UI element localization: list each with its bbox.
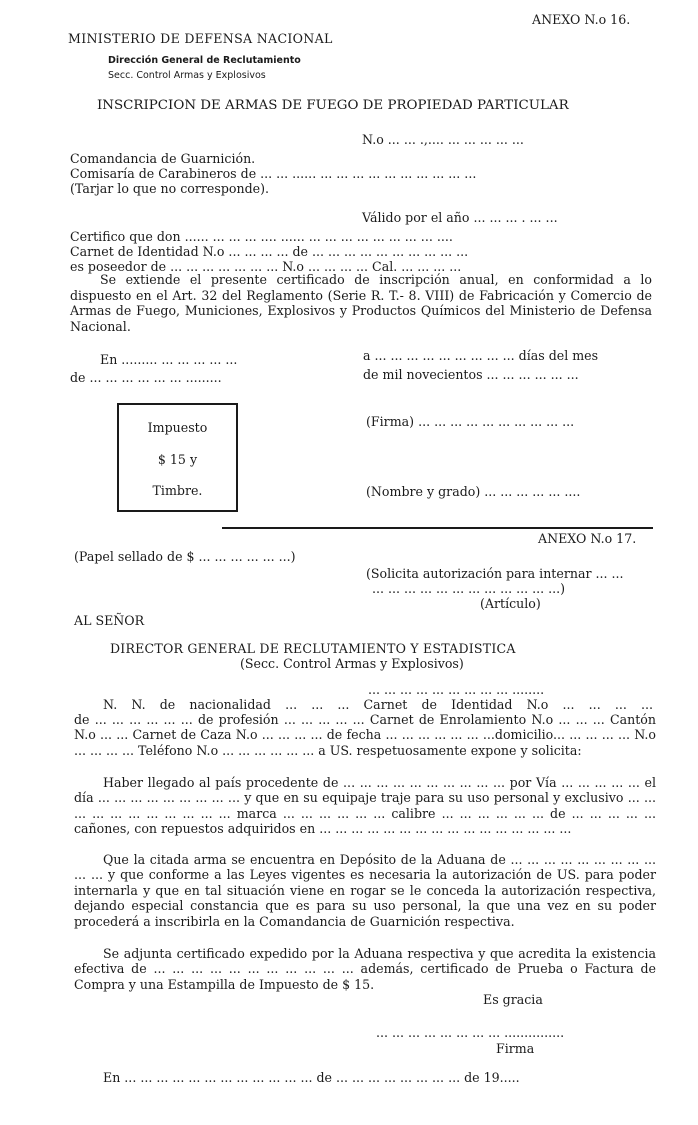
papel-sellado-line: (Papel sellado de $ ... ... ... ... ... ...) (74, 549, 296, 564)
valido-line: Válido por el año ... ... ... . ... ... (362, 210, 558, 225)
signature-line: (Firma) ... ... ... ... ... ... ... ... ... ... (366, 414, 575, 429)
comandancia-line: Comandancia de Guarnición. (70, 151, 256, 166)
es-gracia: Es gracia (483, 992, 543, 1007)
dots-top-line: ... ... ... ... ... ... ... ... ... ........ (368, 682, 545, 697)
form-title: INSCRIPCION DE ARMAS DE FUEGO DE PROPIEDAD PARTICULAR (97, 98, 569, 113)
director-subheading: (Secc. Control Armas y Explosivos) (240, 656, 464, 671)
annex-17-label: ANEXO N.o 17. (538, 531, 637, 546)
signature-dots: ... ... ... ... ... ... ... ... ............... (376, 1025, 565, 1040)
petition-customs: Que la citada arma se encuentra en Depósito de la Aduana de ... ... ... ... ... ... ... ... ... ... ... y que conforme a las Leyes vigentes es necesaria la autorización de US. para poder internarla y que en tal situación viene en rogar se le conceda la autorización respectiva, dejando especial constancia que es para su uso personal, la que una vez en su poder procederá a inscribirla en la Comandancia de Guarnición respectiva. (74, 852, 656, 929)
comisaria-line: Comisaría de Carabineros de ... ... ...... ... ... ... ... ... ... ... ... ... ... (70, 166, 477, 181)
mil-novecientos-line: de mil novecientos ... ... ... ... ... ... (363, 367, 579, 382)
tax-stamp-box (117, 403, 238, 512)
name-grade-line: (Nombre y grado) ... ... ... ... ... .... (366, 484, 581, 499)
petition-attachments: Se adjunta certificado expedido por la Aduana respectiva y que acredita la existencia efectiva de ... ... ... ... ... ... ... ... ... ... ... además, certificado de Prueba o Factura de Compra y una Estampilla de Impuesto de $ 15. (74, 946, 656, 992)
tarjar-note: (Tarjar lo que no corresponde). (70, 181, 270, 196)
timbre-label: Timbre. (152, 483, 203, 498)
solicita-line-2: ... ... ... ... ... ... ... ... ... ... ... ...) (372, 581, 566, 596)
certifico-line: Certifico que don ...... ... ... ... .... ...... ... ... ... ... ... ... ... ... .... (70, 229, 453, 244)
section-divider (222, 527, 653, 529)
articulo-label: (Artículo) (480, 596, 541, 611)
ministry-heading: MINISTERIO DE DEFENSA NACIONAL (68, 31, 333, 46)
annex-16-label: ANEXO N.o 16. (532, 12, 631, 27)
tax-amount: $ 15 y (157, 452, 198, 467)
petition-identity: de ... ... ... ... ... ... de profesión ... ... ... ... ... Carnet de Enrolamiento N.o ... ... ... Cantón N.o ... ... Carnet de Caza N.o ... ... ... ... de fecha ... ... ... ... ... ... ...domicilio... ... ... ... ... N.o ... ... ... ... Teléfono N.o ... ... ... ... ... ... a US. respetuosamente expone y solicita: (74, 712, 656, 758)
closing-date-line: En ... ... ... ... ... ... ... ... ... ... ... ... de ... ... ... ... ... ... ... ... de 19..... (103, 1070, 520, 1085)
tax-label: Impuesto (147, 420, 208, 435)
petition-arrival: Haber llegado al país procedente de ... ... ... ... ... ... ... ... ... ... por Vía ... ... ... ... ... el día ... ... ... ... ... ... ... ... ... y que en su equipaje traje para su uso personal y exclusivo ... ... ... ... ... ... ... ... ... ... ... marca ... ... ... ... ... ... calibre ... ... ... ... ... ... de ... ... ... ... ... cañones, con repuestos adquiridos en ... ... ... ... ... ... ... ... ... ... ... ... ... ... ... ... (74, 775, 656, 837)
number-line: N.o ... ... .,.... ... ... ... ... ... (362, 132, 524, 147)
certificate-paragraph: dispuesto en el Art. 32 del Reglamento (Serie R. T.- 8. VIII) de Fabricación y Comercio de Armas de Fuego, Municiones, Explosivos y Productos Químicos del Ministerio de Defensa Nacional. (70, 288, 652, 334)
solicita-line-1: (Solicita autorización para internar ... ... (366, 566, 624, 581)
al-senor-heading: AL SEÑOR (74, 613, 145, 628)
firma-label: Firma (496, 1041, 535, 1056)
director-heading: DIRECTOR GENERAL DE RECLUTAMIENTO Y ESTADISTICA (110, 641, 516, 656)
en-line: En ......... ... ... ... ... ... (100, 352, 238, 367)
de-line: de ... ... ... ... ... ... ......... (70, 370, 222, 385)
poseedor-line: es poseedor de ... ... ... ... ... ... ... N.o ... ... ... ... Cal. ... ... ... ... (70, 259, 462, 274)
directorate-line: Dirección General de Reclutamiento (108, 55, 301, 66)
certificate-paragraph-first: Se extiende el presente certificado de inscripción anual, en conformidad a lo (100, 272, 652, 287)
dias-line: a ... ... ... ... ... ... ... ... ... días del mes (363, 348, 599, 363)
section-line: Secc. Control Armas y Explosivos (108, 70, 266, 81)
petition-line-1: N. N. de nacionalidad ... ... ... Carnet de Identidad N.o ... ... ... ... (103, 697, 653, 712)
carnet-line: Carnet de Identidad N.o ... ... ... ... de ... ... ... ... ... ... ... ... ... ... (70, 244, 469, 259)
